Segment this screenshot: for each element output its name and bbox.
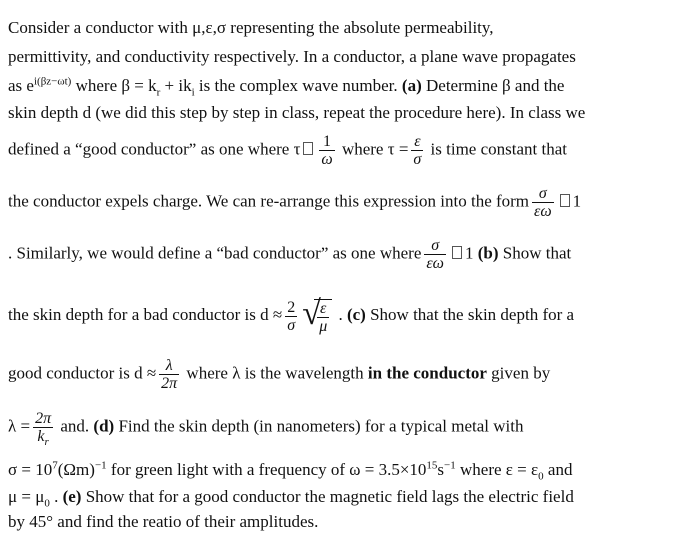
- period: .: [334, 304, 347, 324]
- fraction-numerator: 2π: [35, 410, 52, 427]
- tau-def-text: where τ =: [337, 139, 409, 159]
- seconds-unit: s: [437, 460, 445, 479]
- two-over-sigma-fraction: [285, 299, 297, 334]
- kr-subscript: r: [156, 86, 161, 99]
- exponent: i(βz−ωt): [33, 75, 72, 88]
- good-skin-depth-text: good conductor is d ≈: [8, 363, 157, 383]
- mu-eq: μ = μ: [8, 487, 45, 506]
- given-by-text: given by: [486, 363, 551, 383]
- time-constant-text: is time constant that: [426, 139, 567, 159]
- text-line-8: [8, 297, 692, 335]
- two-pi-over-kr-fraction: [33, 410, 53, 449]
- part-c-label: (c): [346, 304, 366, 324]
- wavelength-text: where λ is the wavelength: [182, 363, 368, 383]
- sigma-over-eps-omega-fraction: [532, 185, 554, 220]
- in-conductor-emphasis: in the conductor: [367, 363, 487, 383]
- exponent: 15: [426, 459, 438, 472]
- part-c-text: Show that the skin depth for a: [365, 304, 575, 324]
- exponent: 7: [52, 459, 58, 472]
- fraction-denominator: [33, 427, 53, 449]
- plus-ik: + ik: [160, 76, 192, 95]
- text-line-6: [8, 185, 692, 220]
- missing-glyph-box: [452, 246, 462, 259]
- radical-sign: √: [302, 295, 321, 332]
- epsilon-eq: where ε = ε: [455, 460, 539, 479]
- wave-number-text: is the complex wave number.: [194, 76, 402, 95]
- text-line-4: skin depth d (we did this step by step in class, repeat the procedure here). In class we: [8, 103, 586, 122]
- period: .: [49, 487, 63, 506]
- and-text: and.: [56, 416, 94, 436]
- fraction-denominator: ω: [321, 151, 333, 168]
- kr-subscript: r: [44, 436, 49, 449]
- fraction-denominator: εω: [426, 255, 444, 272]
- exponent: −1: [94, 459, 107, 472]
- good-conductor-text: defined a “good conductor” as one where τ: [8, 139, 301, 159]
- one-over-omega-fraction: [319, 133, 334, 168]
- k-symbol: k: [37, 428, 45, 445]
- fraction-numerator: 1: [323, 133, 332, 150]
- bad-conductor-text: . Similarly, we would define a “bad conductor” as one where: [8, 243, 422, 263]
- text-line-1: Consider a conductor with μ,ε,σ representing the absolute permeability,: [8, 18, 494, 37]
- bad-skin-depth-text: the skin depth for a bad conductor is d ≈: [8, 304, 283, 324]
- fraction-denominator: 2π: [161, 375, 178, 392]
- text-line-10: [8, 410, 692, 449]
- green-light-text: for green light with a frequency of ω = 3.5×10: [106, 460, 427, 479]
- text-line-12: [8, 487, 692, 510]
- rearrange-text: the conductor expels charge. We can re-arrange this expression into the form: [8, 191, 530, 211]
- fraction-denominator: σ: [413, 151, 422, 168]
- one-value: 1: [572, 191, 582, 211]
- ohm-m: (Ωm): [57, 460, 95, 479]
- square-root: [302, 297, 332, 335]
- exponent: −1: [444, 459, 456, 472]
- lambda-over-2pi-fraction: [159, 357, 179, 392]
- fraction-numerator: λ: [165, 357, 173, 374]
- fraction-numerator: ε: [320, 300, 327, 317]
- part-d-text: Find the skin depth (in nanometers) for a typical metal with: [114, 416, 524, 436]
- part-a-label: (a): [401, 76, 422, 95]
- text-line-11: [8, 459, 692, 483]
- part-b-text: Show that: [498, 243, 572, 263]
- missing-glyph-box: [560, 194, 570, 207]
- exp-base: as e: [8, 76, 34, 95]
- text-line-9: [8, 357, 692, 392]
- epsilon-zero-subscript: 0: [538, 470, 544, 483]
- text-line-13: by 45° and find the reatio of their amplitudes.: [8, 512, 319, 531]
- part-a-text: Determine β and the: [421, 76, 565, 95]
- fraction-denominator: σ: [285, 316, 297, 334]
- fraction-numerator: σ: [431, 237, 440, 254]
- text-line-5: [8, 133, 692, 168]
- sigma-value: σ = 10: [8, 460, 53, 479]
- fraction-numerator: 2: [287, 298, 296, 316]
- missing-glyph-box: [303, 142, 313, 155]
- lambda-eq: λ =: [8, 416, 31, 436]
- mu-zero-subscript: 0: [44, 497, 50, 510]
- beta-def: where β = k: [71, 76, 157, 95]
- sigma-over-eps-omega-fraction: [424, 237, 446, 272]
- part-d-label: (d): [93, 416, 115, 436]
- part-e-label: (e): [62, 487, 82, 506]
- part-b-label: (b): [477, 243, 499, 263]
- text-line-2: permittivity, and conductivity respectively. In a conductor, a plane wave propagates: [8, 47, 576, 66]
- text-line-7: [8, 237, 692, 272]
- fraction-numerator: ε: [414, 133, 421, 150]
- ki-subscript: i: [191, 86, 195, 99]
- fraction-denominator: μ: [319, 318, 328, 335]
- text-line-3: [8, 75, 692, 99]
- and-text: and: [543, 460, 573, 479]
- one-value: 1: [464, 243, 478, 263]
- fraction-denominator: εω: [534, 203, 552, 220]
- fraction-numerator: σ: [538, 185, 547, 202]
- eps-over-sigma-fraction: [411, 133, 423, 168]
- part-e-text: Show that for a good conductor the magnetic field lags the electric field: [81, 487, 574, 506]
